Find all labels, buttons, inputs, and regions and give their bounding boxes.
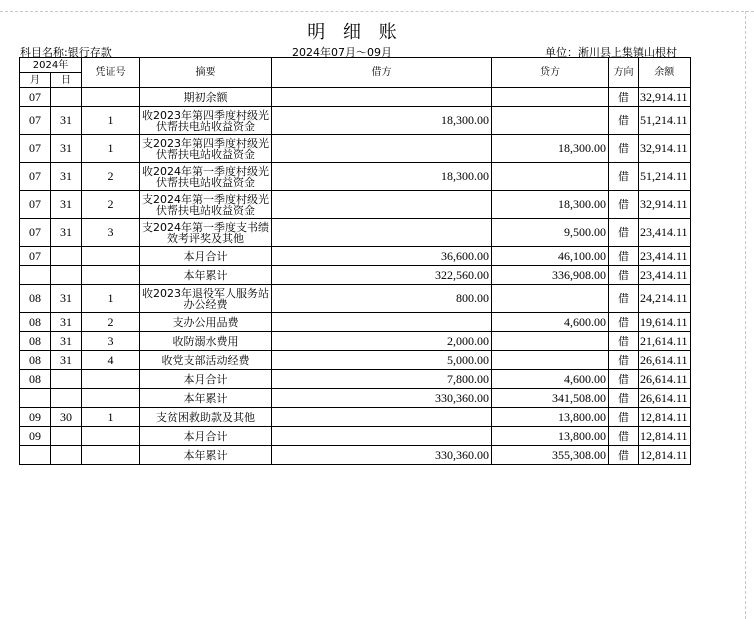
day-cell: 31 <box>51 332 82 351</box>
table-row <box>20 163 691 191</box>
credit-cell: 46,100.00 <box>492 247 609 266</box>
summary-cell: 本月合计 <box>140 370 272 389</box>
voucher-cell: 1 <box>82 408 140 427</box>
voucher-cell: 4 <box>82 351 140 370</box>
credit-cell: 13,800.00 <box>492 408 609 427</box>
month-cell: 08 <box>20 313 51 332</box>
voucher-cell <box>82 266 140 285</box>
month-header: 月 <box>20 73 51 88</box>
summary-cell: 收2024年第一季度村级光伏帮扶电站收益资金 <box>140 163 272 191</box>
direction-cell: 借 <box>609 332 639 351</box>
summary-cell: 支办公用品费 <box>140 313 272 332</box>
debit-cell: 330,360.00 <box>272 446 492 465</box>
balance-cell: 12,814.11 <box>639 446 691 465</box>
month-cell: 08 <box>20 370 51 389</box>
summary-cell: 收防溺水费用 <box>140 332 272 351</box>
balance-cell: 26,614.11 <box>639 370 691 389</box>
day-cell: 31 <box>51 351 82 370</box>
debit-cell <box>272 191 492 219</box>
month-cell: 07 <box>20 247 51 266</box>
day-cell <box>51 427 82 446</box>
debit-cell: 800.00 <box>272 285 492 313</box>
table-row <box>20 408 691 427</box>
direction-header: 方向 <box>609 58 639 88</box>
day-cell <box>51 88 82 107</box>
direction-cell: 借 <box>609 446 639 465</box>
voucher-cell: 1 <box>82 285 140 313</box>
debit-cell <box>272 427 492 446</box>
credit-cell: 9,500.00 <box>492 219 609 247</box>
year-header: 2024年 <box>20 58 82 73</box>
direction-cell: 借 <box>609 135 639 163</box>
voucher-cell: 2 <box>82 313 140 332</box>
summary-cell: 本年累计 <box>140 446 272 465</box>
table-row <box>20 313 691 332</box>
month-cell: 07 <box>20 88 51 107</box>
day-cell: 31 <box>51 107 82 135</box>
table-row <box>20 285 691 313</box>
balance-cell: 21,614.11 <box>639 332 691 351</box>
debit-cell <box>272 219 492 247</box>
credit-cell <box>492 285 609 313</box>
balance-cell: 12,814.11 <box>639 427 691 446</box>
credit-cell <box>492 163 609 191</box>
month-cell: 08 <box>20 351 51 370</box>
table-row <box>20 332 691 351</box>
table-row <box>20 135 691 163</box>
summary-cell: 支2024年第一季度村级光伏帮扶电站收益资金 <box>140 191 272 219</box>
day-cell <box>51 370 82 389</box>
table-row <box>20 389 691 408</box>
month-cell: 08 <box>20 285 51 313</box>
balance-cell: 51,214.11 <box>639 107 691 135</box>
table-row <box>20 219 691 247</box>
summary-cell: 本月合计 <box>140 427 272 446</box>
credit-cell: 4,600.00 <box>492 313 609 332</box>
unit-name: 单位：淅川县上集镇山根村 <box>545 46 677 59</box>
summary-cell: 期初余额 <box>140 88 272 107</box>
balance-cell: 51,214.11 <box>639 163 691 191</box>
credit-cell <box>492 88 609 107</box>
day-header: 日 <box>51 73 82 88</box>
summary-cell: 收党支部活动经费 <box>140 351 272 370</box>
balance-cell: 12,814.11 <box>639 408 691 427</box>
direction-cell: 借 <box>609 351 639 370</box>
account-name: 科目名称:银行存款 <box>20 46 112 59</box>
credit-header: 贷方 <box>492 58 609 88</box>
month-cell: 07 <box>20 219 51 247</box>
voucher-cell: 3 <box>82 219 140 247</box>
summary-cell: 支2023年第四季度村级光伏帮扶电站收益资金 <box>140 135 272 163</box>
table-row <box>20 446 691 465</box>
direction-cell: 借 <box>609 107 639 135</box>
debit-cell: 5,000.00 <box>272 351 492 370</box>
summary-cell: 本年累计 <box>140 389 272 408</box>
direction-cell: 借 <box>609 163 639 191</box>
debit-cell: 18,300.00 <box>272 163 492 191</box>
page-border-top <box>0 11 754 12</box>
summary-cell: 本年累计 <box>140 266 272 285</box>
balance-header: 余额 <box>639 58 691 88</box>
direction-cell: 借 <box>609 285 639 313</box>
debit-cell: 36,600.00 <box>272 247 492 266</box>
voucher-cell <box>82 446 140 465</box>
credit-cell: 341,508.00 <box>492 389 609 408</box>
table-row <box>20 427 691 446</box>
direction-cell: 借 <box>609 427 639 446</box>
balance-cell: 24,214.11 <box>639 285 691 313</box>
direction-cell: 借 <box>609 313 639 332</box>
voucher-cell <box>82 427 140 446</box>
credit-cell: 18,300.00 <box>492 135 609 163</box>
header-row <box>20 58 691 73</box>
credit-cell <box>492 332 609 351</box>
page-title: 明 细 账 <box>307 22 403 43</box>
day-cell: 31 <box>51 313 82 332</box>
table-row <box>20 88 691 107</box>
ledger-table <box>19 57 691 465</box>
credit-cell: 4,600.00 <box>492 370 609 389</box>
direction-cell: 借 <box>609 408 639 427</box>
direction-cell: 借 <box>609 88 639 107</box>
debit-cell <box>272 135 492 163</box>
voucher-cell: 1 <box>82 107 140 135</box>
debit-cell: 322,560.00 <box>272 266 492 285</box>
summary-cell: 本月合计 <box>140 247 272 266</box>
debit-cell <box>272 88 492 107</box>
direction-cell: 借 <box>609 219 639 247</box>
day-cell: 30 <box>51 408 82 427</box>
summary-header: 摘要 <box>140 58 272 88</box>
month-cell <box>20 446 51 465</box>
voucher-cell: 1 <box>82 135 140 163</box>
month-cell: 07 <box>20 163 51 191</box>
day-cell: 31 <box>51 191 82 219</box>
summary-cell: 支2024年第一季度支书绩效考评奖及其他 <box>140 219 272 247</box>
day-cell <box>51 247 82 266</box>
table-row <box>20 266 691 285</box>
direction-cell: 借 <box>609 389 639 408</box>
credit-cell <box>492 351 609 370</box>
voucher-cell <box>82 370 140 389</box>
month-cell: 09 <box>20 427 51 446</box>
day-cell: 31 <box>51 285 82 313</box>
month-cell: 07 <box>20 135 51 163</box>
day-cell <box>51 389 82 408</box>
summary-cell: 收2023年第四季度村级光伏帮扶电站收益资金 <box>140 107 272 135</box>
month-cell: 07 <box>20 191 51 219</box>
balance-cell: 26,614.11 <box>639 351 691 370</box>
debit-cell: 2,000.00 <box>272 332 492 351</box>
day-cell: 31 <box>51 135 82 163</box>
debit-cell: 18,300.00 <box>272 107 492 135</box>
direction-cell: 借 <box>609 266 639 285</box>
table-row <box>20 191 691 219</box>
balance-cell: 32,914.11 <box>639 88 691 107</box>
balance-cell: 26,614.11 <box>639 389 691 408</box>
month-cell: 07 <box>20 107 51 135</box>
voucher-cell <box>82 389 140 408</box>
day-cell <box>51 266 82 285</box>
voucher-cell: 3 <box>82 332 140 351</box>
period: 2024年07月～09月 <box>292 46 392 59</box>
voucher-header: 凭证号 <box>82 58 140 88</box>
debit-cell: 330,360.00 <box>272 389 492 408</box>
debit-header: 借方 <box>272 58 492 88</box>
month-cell <box>20 266 51 285</box>
direction-cell: 借 <box>609 370 639 389</box>
voucher-cell <box>82 247 140 266</box>
debit-cell: 7,800.00 <box>272 370 492 389</box>
summary-cell: 收2023年退役军人服务站办公经费 <box>140 285 272 313</box>
voucher-cell: 2 <box>82 163 140 191</box>
credit-cell: 336,908.00 <box>492 266 609 285</box>
balance-cell: 32,914.11 <box>639 191 691 219</box>
balance-cell: 23,414.11 <box>639 266 691 285</box>
day-cell: 31 <box>51 163 82 191</box>
table-row <box>20 247 691 266</box>
credit-cell <box>492 107 609 135</box>
credit-cell: 18,300.00 <box>492 191 609 219</box>
voucher-cell: 2 <box>82 191 140 219</box>
direction-cell: 借 <box>609 191 639 219</box>
day-cell <box>51 446 82 465</box>
balance-cell: 32,914.11 <box>639 135 691 163</box>
table-row <box>20 370 691 389</box>
debit-cell <box>272 313 492 332</box>
month-cell: 09 <box>20 408 51 427</box>
balance-cell: 23,414.11 <box>639 219 691 247</box>
balance-cell: 19,614.11 <box>639 313 691 332</box>
direction-cell: 借 <box>609 247 639 266</box>
page-border-right <box>745 11 746 619</box>
day-cell: 31 <box>51 219 82 247</box>
balance-cell: 23,414.11 <box>639 247 691 266</box>
credit-cell: 13,800.00 <box>492 427 609 446</box>
table-row <box>20 351 691 370</box>
table-row <box>20 107 691 135</box>
summary-cell: 支贫困救助款及其他 <box>140 408 272 427</box>
credit-cell: 355,308.00 <box>492 446 609 465</box>
debit-cell <box>272 408 492 427</box>
month-cell <box>20 389 51 408</box>
month-cell: 08 <box>20 332 51 351</box>
voucher-cell <box>82 88 140 107</box>
